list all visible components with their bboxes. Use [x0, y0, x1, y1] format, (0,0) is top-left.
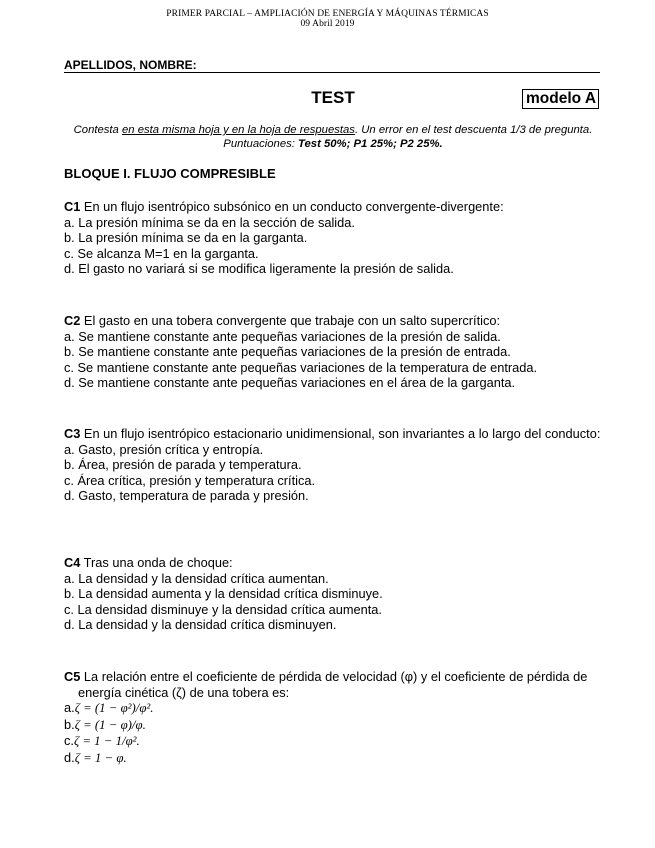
test-title: TEST	[311, 88, 355, 107]
instructions-underlined: en esta misma hoja y en la hoja de respuestas	[121, 124, 355, 136]
question-number: C4	[64, 555, 81, 570]
instructions-part2: . Un error en el test descuenta 1/3 de pregunta. Puntuaciones:	[223, 124, 593, 150]
option-d: d. Se mantiene constante ante pequeñas variaciones en el área de la garganta.	[64, 375, 516, 391]
question-text: En un flujo isentrópico subsónico en un conducto convergente-divergente:	[80, 199, 504, 214]
option-d	[64, 750, 604, 767]
question-number: C5	[64, 669, 81, 684]
option-b: b. Área, presión de parada y temperatura.	[64, 457, 302, 473]
question-c2	[64, 313, 604, 391]
option-b: b. La densidad aumenta y la densidad crítica disminuye.	[64, 586, 383, 602]
option-d: d. Gasto, temperatura de parada y presión.	[64, 488, 309, 504]
option-b: b. La presión mínima se da en la garganta.	[64, 230, 308, 246]
instructions-part1: Contesta	[73, 124, 122, 136]
question-c4	[64, 555, 604, 633]
modelo-box: modelo A	[522, 89, 599, 109]
exam-header-title: PRIMER PARCIAL – AMPLIACIÓN DE ENERGÍA Y MÁQUINAS TÉRMICAS	[166, 9, 489, 19]
option-letter: c.	[64, 733, 74, 749]
option-letter: d.	[64, 749, 75, 765]
option-formula: ζ = (1 − φ²)/φ².	[74, 701, 154, 716]
option-d: d. La densidad y la densidad crítica disminuyen.	[64, 617, 337, 633]
option-a: a. La presión mínima se da en la sección de salida.	[64, 214, 355, 230]
option-letter: b.	[64, 716, 75, 732]
option-a: a. Se mantiene constante ante pequeñas variaciones de la presión de salida.	[64, 328, 501, 344]
option-c	[64, 733, 604, 750]
option-d: d. El gasto no variará si se modifica ligeramente la presión de salida.	[64, 261, 454, 277]
option-c: c. Se alcanza M=1 en la garganta.	[64, 245, 259, 261]
option-c: c. Se mantiene constante ante pequeñas variaciones de la temperatura de entrada.	[64, 359, 538, 375]
option-formula: ζ = 1 − φ.	[74, 750, 127, 765]
exam-header-date: 09 Abril 2019	[300, 19, 355, 29]
option-c: c. La densidad disminuye y la densidad crítica aumenta.	[64, 601, 382, 617]
question-c1	[64, 199, 604, 277]
question-text: La relación entre el coeficiente de pérdida de velocidad (φ) y el coeficiente de pérdida de energía cinética (ζ) de una tobera es:	[78, 669, 588, 700]
question-number: C3	[64, 426, 81, 441]
question-c3	[64, 426, 604, 504]
block-title: BLOQUE I. FLUJO COMPRESIBLE	[64, 166, 276, 181]
question-text: El gasto en una tobera convergente que trabaje con un salto supercrítico:	[80, 313, 501, 328]
question-number: C1	[64, 199, 81, 214]
question-c5	[64, 669, 604, 767]
option-a: a. La densidad y la densidad crítica aumentan.	[64, 570, 329, 586]
question-number: C2	[64, 313, 81, 328]
name-label: APELLIDOS, NOMBRE:	[64, 58, 197, 72]
option-a	[64, 700, 604, 717]
option-formula: ζ = (1 − φ)/φ.	[74, 717, 146, 732]
instructions	[70, 123, 596, 151]
option-formula: ζ = 1 − 1/φ².	[73, 734, 140, 749]
question-text: Tras una onda de choque:	[80, 555, 233, 570]
option-c: c. Área crítica, presión y temperatura crítica.	[64, 472, 316, 488]
option-a: a. Gasto, presión crítica y entropía.	[64, 441, 264, 457]
name-rule	[64, 72, 600, 73]
instructions-scores: Test 50%; P1 25%; P2 25%.	[298, 138, 443, 150]
option-b	[64, 717, 604, 734]
option-b: b. Se mantiene constante ante pequeñas variaciones de la presión de entrada.	[64, 344, 511, 360]
question-text: En un flujo isentrópico estacionario unidimensional, son invariantes a lo largo del conducto:	[80, 426, 601, 441]
option-letter: a.	[64, 700, 75, 716]
